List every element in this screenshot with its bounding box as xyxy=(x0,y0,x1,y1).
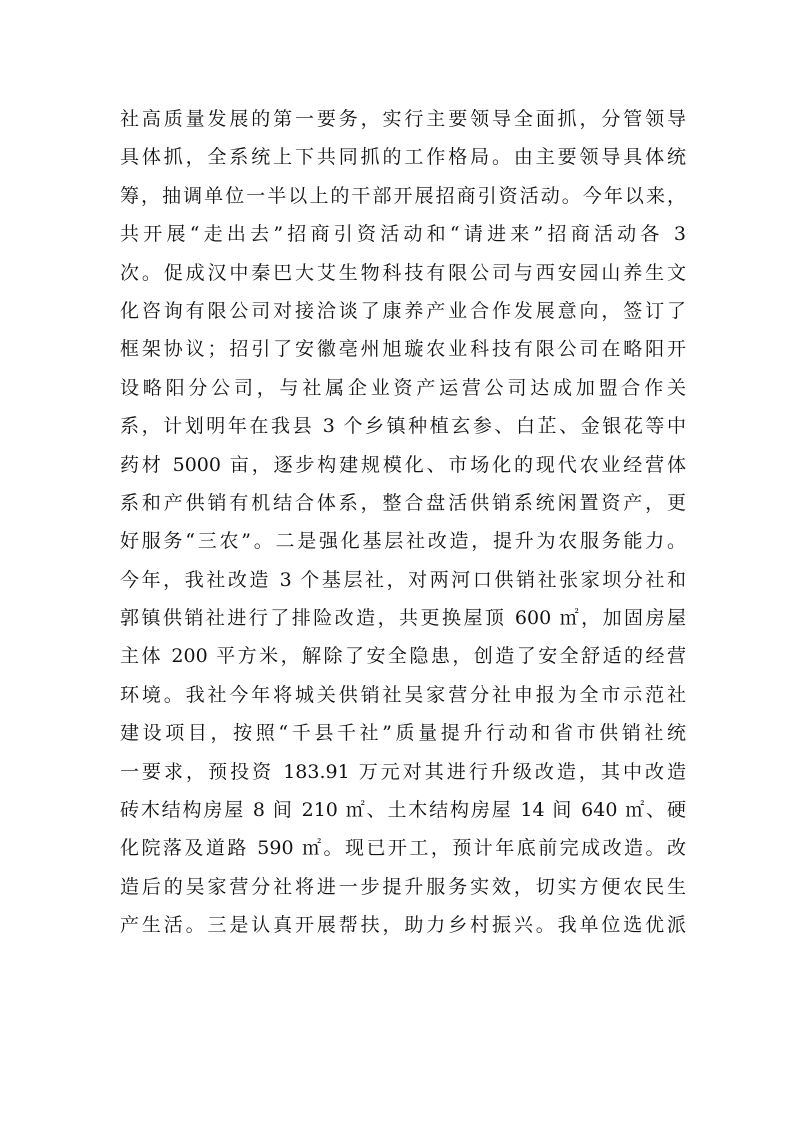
text-line-20: 化院落及道路 590 ㎡。现已开工，预计年底前完成改造。改 xyxy=(120,837,686,860)
text-line-14: 郭镇供销社进行了排险改造，共更换屋顶 600 ㎡，加固房屋 xyxy=(120,607,686,630)
text-line-21: 造后的吴家营分社将进一步提升服务实效，切实方便农民生 xyxy=(120,875,686,898)
text-line-10: 药材 5000 亩，逐步构建规模化、市场化的现代农业经营体 xyxy=(120,453,686,476)
text-line-17: 建设项目，按照“千县千社”质量提升行动和省市供销社统 xyxy=(120,722,686,745)
text-line-16: 环境。我社今年将城关供销社吴家营分社申报为全市示范社 xyxy=(120,683,686,706)
text-line-7: 框架协议；招引了安徽亳州旭璇农业科技有限公司在略阳开 xyxy=(120,338,686,361)
text-line-5: 次。促成汉中秦巴大艾生物科技有限公司与西安园山养生文 xyxy=(120,261,686,284)
text-line-9: 系，计划明年在我县 3 个乡镇种植玄参、白芷、金银花等中 xyxy=(120,415,686,438)
text-line-4: 共开展“走出去”招商引资活动和“请进来”招商活动各 3 xyxy=(120,223,686,246)
text-line-1: 社高质量发展的第一要务，实行主要领导全面抓，分管领导 xyxy=(120,108,686,130)
text-line-11: 系和产供销有机结合体系，整合盘活供销系统闲置资产，更 xyxy=(120,491,686,514)
text-line-19: 砖木结构房屋 8 间 210 ㎡、土木结构房屋 14 间 640 ㎡、硬 xyxy=(120,799,686,822)
text-line-8: 设略阳分公司，与社属企业资产运营公司达成加盟合作关 xyxy=(120,376,686,399)
text-line-13: 今年，我社改造 3 个基层社，对两河口供销社张家坝分社和 xyxy=(120,568,686,591)
text-line-18: 一要求，预投资 183.91 万元对其进行升级改造，其中改造 xyxy=(120,760,686,783)
text-line-3: 筹，抽调单位一半以上的干部开展招商引资活动。今年以来， xyxy=(120,184,686,207)
text-line-15: 主体 200 平方米，解除了安全隐患，创造了安全舒适的经营 xyxy=(120,645,686,668)
body-text xyxy=(120,100,686,945)
text-line-6: 化咨询有限公司对接洽谈了康养产业合作发展意向，签订了 xyxy=(120,299,686,322)
text-line-2: 具体抓，全系统上下共同抓的工作格局。由主要领导具体统 xyxy=(120,146,686,169)
text-line-22: 产生活。三是认真开展帮扶，助力乡村振兴。我单位选优派 xyxy=(120,914,686,937)
text-line-12: 好服务“三农”。二是强化基层社改造，提升为农服务能力。 xyxy=(120,530,686,553)
